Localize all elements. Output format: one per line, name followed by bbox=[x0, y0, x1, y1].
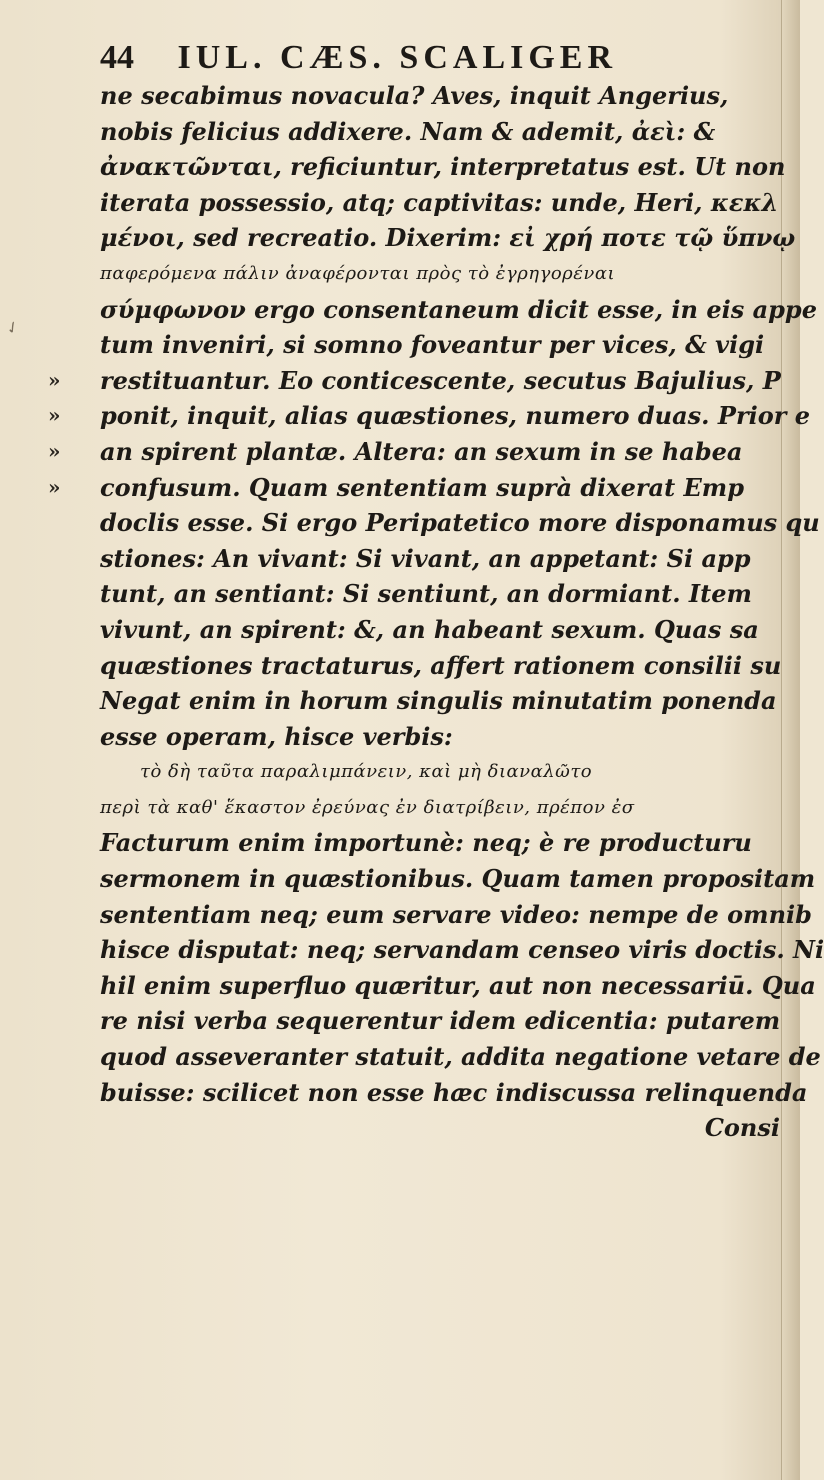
quotation-mark: » bbox=[48, 438, 61, 463]
line-text: ἀνακτῶνται, reficiuntur, interpretatus est. Ut non bbox=[100, 152, 786, 182]
line-text: tum inveniri, si somno foveantur per vices, & vigi bbox=[100, 330, 765, 360]
line-text: restituantur. Eo conticescente, secutus Bajulius, P bbox=[100, 365, 781, 395]
line-text: an spirent plantæ. Altera: an sexum in se habea bbox=[100, 436, 743, 466]
text-line bbox=[100, 968, 816, 1004]
line-text: hil enim superfluo quæritur, aut non necessariū. Qua bbox=[100, 970, 816, 1000]
page-gutter bbox=[781, 0, 800, 1480]
text-line bbox=[100, 327, 780, 363]
line-text: μένοι, sed recreatio. Dixerim: εἰ χρή ποτε τῷ ὕπνῳ bbox=[100, 223, 796, 253]
line-text: Negat enim in horum singulis minutatim ponenda bbox=[100, 686, 777, 716]
quotation-mark: » bbox=[48, 367, 61, 392]
text-line bbox=[48, 470, 780, 506]
line-text: doclis esse. Si ergo Peripatetico more disponamus qu bbox=[100, 508, 820, 538]
text-line bbox=[100, 648, 780, 684]
line-text: ne secabimus novacula? Aves, inquit Angerius, bbox=[100, 81, 729, 110]
text-line bbox=[100, 1075, 808, 1111]
text-line bbox=[100, 220, 796, 256]
line-text: ponit, inquit, alias quæstiones, numero duas. Prior e bbox=[100, 401, 810, 431]
page-text-block bbox=[48, 38, 824, 1146]
text-line bbox=[100, 861, 816, 897]
line-text: stiones: An vivant: Si vivant, an appetant: Si app bbox=[100, 543, 751, 573]
running-title: IUL. CÆS. SCALIGER bbox=[177, 39, 618, 76]
text-line bbox=[100, 541, 780, 577]
text-line bbox=[100, 612, 780, 648]
line-text: περὶ τὰ καθ' ἕκαστον ἐρεύνας ἐν διατρίβειν, πρέπον ἐσ bbox=[100, 796, 635, 818]
line-text: confusum. Quam sententiam suprà dixerat Emp bbox=[100, 472, 744, 502]
text-line bbox=[48, 434, 780, 470]
page-number: 44 bbox=[100, 39, 134, 76]
line-text: hisce disputat: neq; servandam censeo viris doctis. Ni bbox=[100, 935, 824, 965]
quotation-mark: » bbox=[48, 474, 61, 499]
line-text: σύμφωνον ergo consentaneum dicit esse, in eis appe bbox=[100, 294, 817, 324]
text-line bbox=[100, 719, 780, 755]
catchword: Consi bbox=[704, 1113, 780, 1143]
line-text: παφερόμενα πάλιν ἀναφέρονται πρὸς τὸ ἐγρηγορέναι bbox=[100, 262, 616, 284]
text-line bbox=[48, 363, 781, 399]
text-line bbox=[100, 1110, 780, 1146]
line-text: buisse: scilicet non esse hæc indiscussa relinquenda bbox=[100, 1077, 808, 1107]
line-text: re nisi verba sequerentur idem edicentia: putarem bbox=[100, 1006, 781, 1036]
text-line bbox=[100, 576, 780, 612]
text-line bbox=[100, 790, 780, 826]
line-text: Facturum enim importunè: neq; è re producturu bbox=[100, 828, 752, 858]
text-line bbox=[100, 825, 780, 861]
text-line bbox=[100, 78, 780, 114]
text-line bbox=[100, 292, 817, 328]
quotation-mark: » bbox=[48, 403, 61, 428]
text-line bbox=[100, 1039, 821, 1075]
text-line bbox=[48, 398, 810, 434]
text-line bbox=[100, 754, 780, 790]
line-text: sententiam neq; eum servare video: nempe de omnib bbox=[100, 899, 812, 929]
text-line bbox=[100, 897, 812, 933]
text-line bbox=[100, 683, 780, 719]
text-line bbox=[100, 185, 780, 221]
line-text: tunt, an sentiant: Si sentiunt, an dormiant. Item bbox=[100, 579, 752, 609]
line-text: vivunt, an spirent: &, an habeant sexum. Quas sa bbox=[100, 614, 759, 644]
running-header bbox=[100, 38, 780, 78]
text-line bbox=[100, 932, 824, 968]
line-text: quod asseveranter statuit, addita negatione vetare de bbox=[100, 1042, 821, 1072]
line-text: τὸ δὴ ταῦτα παραλιμπάνειν, καὶ μὴ διαναλῶτο bbox=[140, 761, 593, 783]
line-text: sermonem in quæstionibus. Quam tamen propositam bbox=[100, 864, 816, 894]
text-line bbox=[100, 505, 820, 541]
text-lines bbox=[48, 78, 824, 1146]
text-line bbox=[100, 1003, 780, 1039]
text-line bbox=[100, 114, 780, 150]
text-line bbox=[100, 149, 786, 185]
line-text: nobis felicius addixere. Nam & ademit, ἀεὶ: & bbox=[100, 116, 716, 146]
line-text: esse operam, hisce verbis: bbox=[100, 721, 453, 751]
margin-mark: ✓ bbox=[2, 315, 24, 340]
line-text: iterata possessio, atq; captivitas: unde, Heri, κεκλ bbox=[100, 187, 779, 217]
line-text: quæstiones tractaturus, affert rationem consilii su bbox=[100, 650, 782, 680]
text-line bbox=[100, 256, 780, 292]
